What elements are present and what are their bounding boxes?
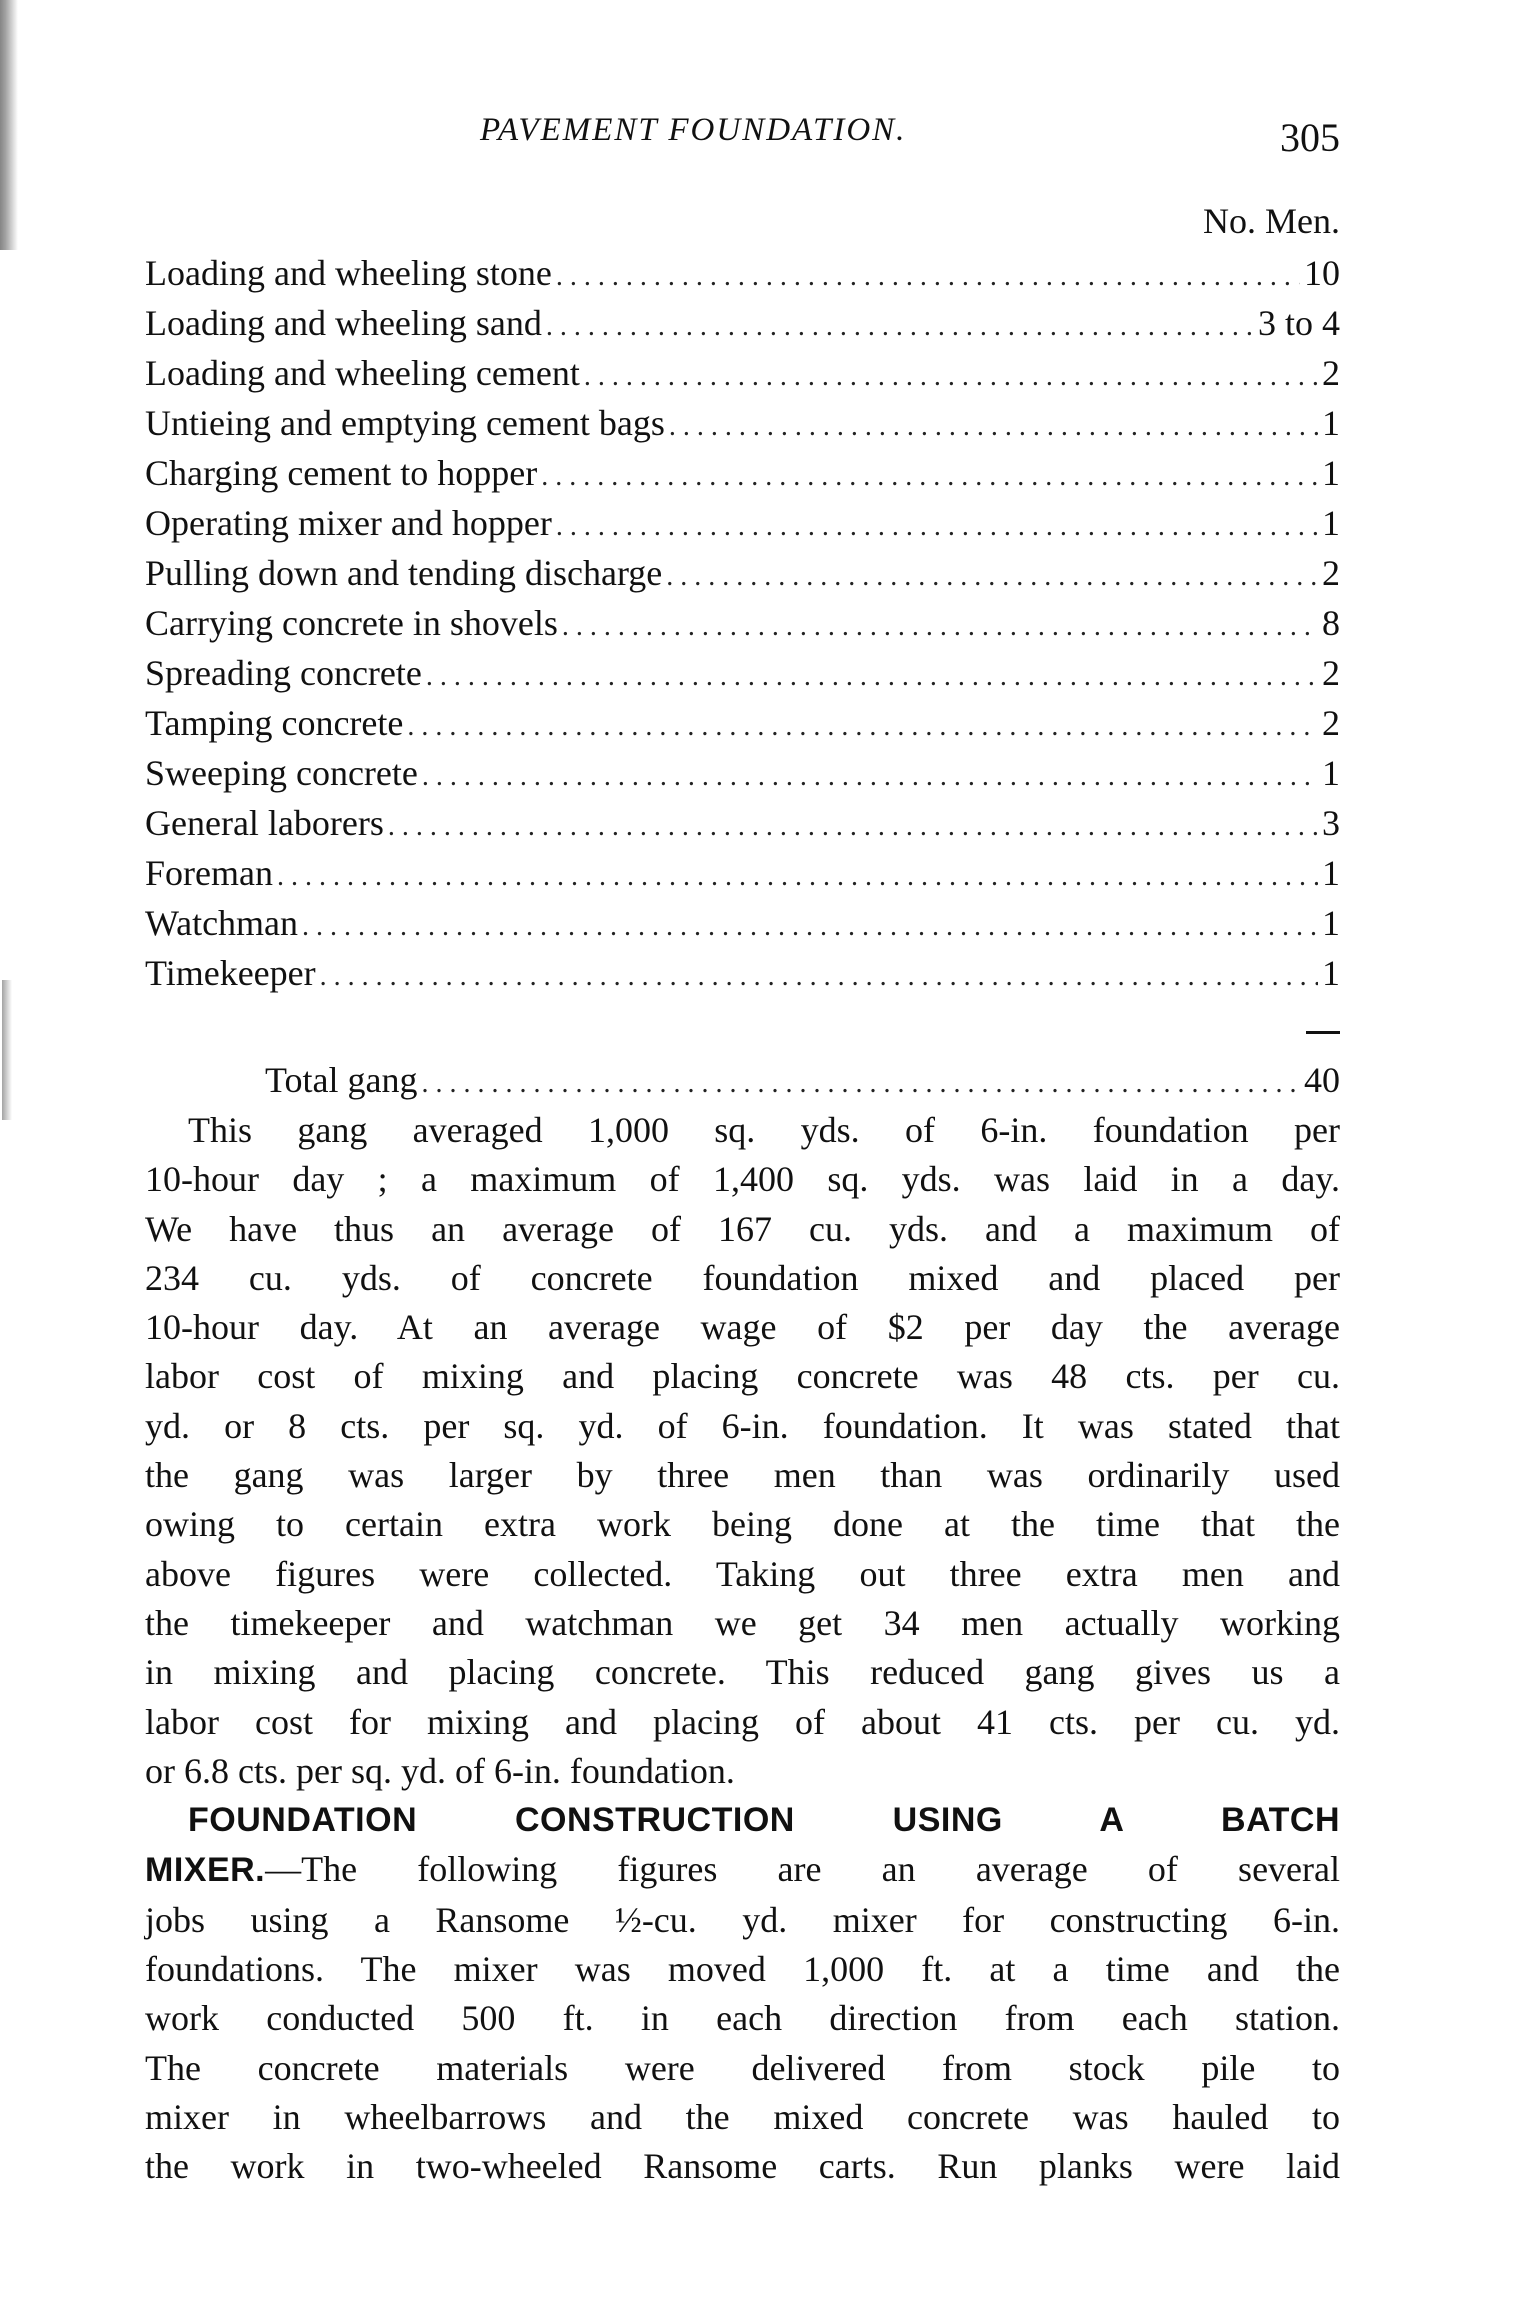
table-row bbox=[145, 948, 1340, 998]
total-value: 40 bbox=[1304, 1060, 1340, 1100]
row-value: 2 bbox=[1322, 553, 1340, 593]
text-line: owing to certain extra work being done at the time that the bbox=[145, 1504, 1340, 1545]
row-value: 1 bbox=[1322, 953, 1340, 993]
table-row bbox=[145, 598, 1340, 648]
leader-dots bbox=[541, 452, 1318, 502]
leader-dots bbox=[277, 852, 1318, 902]
row-label: Watchman bbox=[145, 903, 299, 943]
leader-dots bbox=[426, 652, 1318, 702]
row-label: Operating mixer and hopper bbox=[145, 503, 552, 543]
row-value: 3 bbox=[1322, 803, 1340, 843]
row-value: 8 bbox=[1322, 603, 1340, 643]
text-line: yd. or 8 cts. per sq. yd. of 6-in. foundation. It was stated that bbox=[145, 1405, 1340, 1446]
row-value: 1 bbox=[1322, 503, 1340, 543]
table-row bbox=[145, 298, 1340, 348]
row-label: Carrying concrete in shovels bbox=[145, 603, 558, 643]
table-row bbox=[145, 898, 1340, 948]
row-label: Charging cement to hopper bbox=[145, 453, 538, 493]
table-row bbox=[145, 848, 1340, 898]
leader-dots bbox=[556, 502, 1318, 552]
table-row bbox=[145, 698, 1340, 748]
table-row bbox=[145, 798, 1340, 848]
text-line: the gang was larger by three men than was ordinarily used bbox=[145, 1455, 1340, 1496]
row-value: 1 bbox=[1322, 853, 1340, 893]
text-line bbox=[145, 1845, 1340, 1895]
text-line: or 6.8 cts. per sq. yd. of 6-in. foundation. bbox=[145, 1750, 735, 1791]
labor-table bbox=[145, 248, 1340, 998]
text-run: —The following figures are an average of several bbox=[265, 1849, 1340, 1890]
table-row bbox=[145, 398, 1340, 448]
leader-dots bbox=[562, 602, 1318, 652]
leader-dots bbox=[407, 702, 1318, 752]
text-line: 234 cu. yds. of concrete foundation mixed and placed per bbox=[145, 1257, 1340, 1298]
text-line: The concrete materials were delivered from stock pile to bbox=[145, 2047, 1340, 2088]
leader-dots bbox=[546, 302, 1254, 352]
section-heading-cont: MIXER. bbox=[145, 1851, 266, 1890]
leader-dots bbox=[584, 352, 1318, 402]
table-row bbox=[145, 448, 1340, 498]
page-number: 305 bbox=[1280, 115, 1340, 160]
row-label: Spreading concrete bbox=[145, 653, 422, 693]
row-value: 10 bbox=[1304, 253, 1340, 293]
column-header: No. Men. bbox=[1203, 201, 1340, 241]
running-title: PAVEMENT FOUNDATION. bbox=[480, 112, 907, 148]
row-label: General laborers bbox=[145, 803, 384, 843]
row-label: Tamping concrete bbox=[145, 703, 404, 743]
text-line: jobs using a Ransome ½-cu. yd. mixer for constructing 6-in. bbox=[145, 1899, 1340, 1940]
text-line: labor cost of mixing and placing concrete was 48 cts. per cu. bbox=[145, 1356, 1340, 1397]
row-label: Sweeping concrete bbox=[145, 753, 418, 793]
leader-dots bbox=[669, 402, 1318, 452]
row-label: Loading and wheeling sand bbox=[145, 303, 542, 343]
total-label: Total gang bbox=[265, 1060, 418, 1100]
leader-dots bbox=[556, 252, 1300, 302]
row-value: 2 bbox=[1322, 703, 1340, 743]
sum-rule bbox=[1306, 1031, 1340, 1034]
leader-dots bbox=[320, 952, 1318, 1002]
leader-dots bbox=[388, 802, 1318, 852]
page-header bbox=[140, 112, 1340, 162]
row-label: Untieing and emptying cement bags bbox=[145, 403, 665, 443]
section-heading: FOUNDATION CONSTRUCTION USING A BATCH bbox=[188, 1801, 1340, 1840]
total-row bbox=[265, 1055, 1340, 1105]
scan-artifact bbox=[2, 980, 12, 1120]
table-row bbox=[145, 648, 1340, 698]
text-line: mixer in wheelbarrows and the mixed concrete was hauled to bbox=[145, 2096, 1340, 2137]
leader-dots bbox=[302, 902, 1318, 952]
row-label: Loading and wheeling stone bbox=[145, 253, 552, 293]
section-batch-mixer bbox=[145, 1796, 1340, 2191]
table-row-total bbox=[265, 1055, 1340, 1105]
text-line: work conducted 500 ft. in each direction from each station. bbox=[145, 1998, 1340, 2039]
row-label: Loading and wheeling cement bbox=[145, 353, 580, 393]
leader-dots bbox=[422, 752, 1318, 802]
row-label: Foreman bbox=[145, 853, 273, 893]
text-line: above figures were collected. Taking out three extra men and bbox=[145, 1553, 1340, 1594]
table-row bbox=[145, 248, 1340, 298]
table-row bbox=[145, 348, 1340, 398]
table-row bbox=[145, 548, 1340, 598]
text-line: We have thus an average of 167 cu. yds. and a maximum of bbox=[145, 1208, 1340, 1249]
leader-dots bbox=[421, 1059, 1300, 1109]
text-line: the timekeeper and watchman we get 34 men actually working bbox=[145, 1602, 1340, 1643]
row-value: 3 to 4 bbox=[1257, 303, 1340, 343]
row-label: Pulling down and tending discharge bbox=[145, 553, 663, 593]
row-label: Timekeeper bbox=[145, 953, 316, 993]
table-row bbox=[145, 498, 1340, 548]
row-value: 1 bbox=[1322, 903, 1340, 943]
row-value: 1 bbox=[1322, 453, 1340, 493]
text-line: in mixing and placing concrete. This reduced gang gives us a bbox=[145, 1652, 1340, 1693]
text-line: the work in two-wheeled Ransome carts. Run planks were laid bbox=[145, 2146, 1340, 2187]
table-row bbox=[145, 748, 1340, 798]
text-line: 10-hour day ; a maximum of 1,400 sq. yds. was laid in a day. bbox=[145, 1159, 1340, 1200]
body-text bbox=[145, 1106, 1340, 2192]
row-value: 1 bbox=[1322, 753, 1340, 793]
row-value: 2 bbox=[1322, 353, 1340, 393]
text-line: This gang averaged 1,000 sq. yds. of 6-in. foundation per bbox=[188, 1110, 1340, 1150]
text-line: labor cost for mixing and placing of about 41 cts. per cu. yd. bbox=[145, 1701, 1340, 1742]
text-line: 10-hour day. At an average wage of $2 per day the average bbox=[145, 1307, 1340, 1348]
leader-dots bbox=[666, 552, 1318, 602]
paragraph-gang-output bbox=[145, 1106, 1340, 1796]
scan-artifact bbox=[0, 0, 18, 250]
row-value: 2 bbox=[1322, 653, 1340, 693]
row-value: 1 bbox=[1322, 403, 1340, 443]
text-line: foundations. The mixer was moved 1,000 ft. at a time and the bbox=[145, 1949, 1340, 1990]
